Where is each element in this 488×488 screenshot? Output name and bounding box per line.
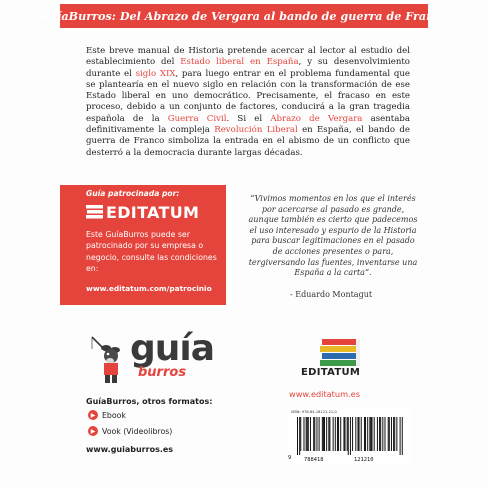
title-banner xyxy=(39,4,449,28)
intro-text-1: Este breve manual de Historia pretende acercar al lector al estudio del establecimiento del xyxy=(86,46,410,68)
highlight-siglo-xix: siglo XIX xyxy=(135,68,176,79)
editatum-logo-text: EDITATUM xyxy=(106,202,200,222)
logo-guia-text: guía xyxy=(130,328,215,369)
quote-text: “Vivimos momentos en los que el interés por acercarse al pasado es grande, aunque también es cierto que padecemos el uso interesado y espurio de la Historia para buscar legitimaciones en el pasado de acciones presentes o para, tergiversando las fuentes, inventarse una España a la carta”. xyxy=(248,194,418,278)
guiaburros-logo xyxy=(86,328,215,383)
sponsor-text: Este GuíaBurros puede ser patrocinado por su empresa o negocio, consulte las condiciones en: xyxy=(86,230,217,274)
intro-paragraph xyxy=(86,46,410,159)
isbn-first-digit: 9 xyxy=(288,455,292,461)
publisher-name: EDITATUM xyxy=(301,367,361,378)
book-stack-icon xyxy=(86,204,104,220)
format-label: Vook (Videolibros) xyxy=(102,426,173,436)
intro-text-3: , para luego entrar en el problema fundamental que se plantearía en el nuevo siglo en relación con la transformación de ese Estado liberal en uno democrático. Precisamente, el fracaso en este proceso, debido a un conjunto de factores, conducirá a la gran tragedia española de la xyxy=(86,68,410,124)
highlight-abrazo-vergara: Abrazo de Vergara xyxy=(270,113,363,124)
intro-text-5: asentaba definitivamente la compleja xyxy=(86,113,410,136)
isbn-left-group: 788418 xyxy=(304,457,324,463)
intro-text-4: . Si el xyxy=(226,113,271,124)
arrow-right-icon: ▶ xyxy=(88,426,98,436)
publisher-url[interactable]: www.editatum.es xyxy=(289,389,360,399)
sponsor-box xyxy=(60,185,226,305)
quote-author: - Eduardo Montagut xyxy=(290,290,373,299)
book-title: GuíaBurros: Del Abrazo de Vergara al bando de guerra de Franco xyxy=(39,9,449,23)
format-item-ebook[interactable] xyxy=(88,410,126,420)
arrow-right-icon: ▶ xyxy=(88,410,98,420)
highlight-revolucion-liberal: Revolución Liberal xyxy=(214,125,298,136)
editatum-logo xyxy=(86,202,200,222)
intro-text-6: en España, el bando de guerra de Franco simboliza la entrada en el abismo de un conflicto que desterró a la democracia durante largas décadas. xyxy=(86,125,410,158)
barcode-icon xyxy=(295,417,405,455)
format-label: Ebook xyxy=(102,410,126,420)
highlight-guerra-civil: Guerra Civil xyxy=(167,113,227,124)
highlight-estado-liberal: Estado liberal en España xyxy=(180,57,299,68)
guiaburros-site[interactable]: www.guiaburros.es xyxy=(86,445,174,454)
isbn-right-group: 121210 xyxy=(354,457,374,463)
logo-burros-text: burros xyxy=(138,365,187,380)
sponsor-title: Guía patrocinada por: xyxy=(86,189,180,198)
isbn-label: ISBN: 978-84-18121-21-0 xyxy=(291,410,337,414)
isbn-barcode-box xyxy=(287,409,411,465)
formats-title: GuíaBurros, otros formatos: xyxy=(86,397,213,406)
format-item-vook[interactable] xyxy=(88,426,172,436)
sponsor-url[interactable]: www.editatum.com/patrocinio xyxy=(86,284,212,293)
intro-text-2: , y su desenvolvimiento durante el xyxy=(86,57,410,79)
